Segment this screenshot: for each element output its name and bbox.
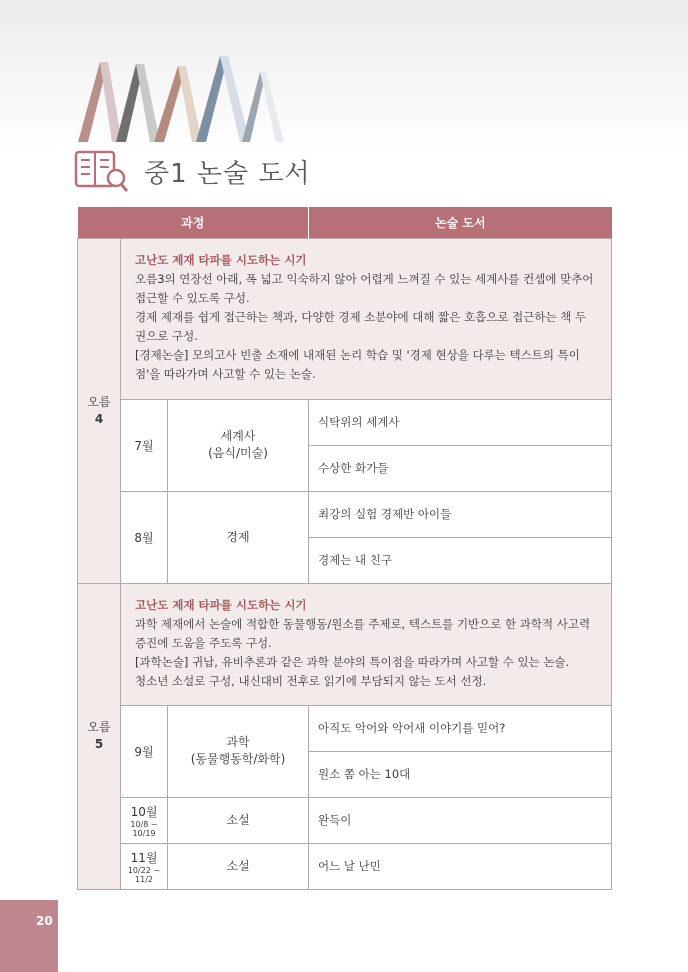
header-books: 논술 도서 xyxy=(309,207,612,238)
subject-cell xyxy=(168,843,309,889)
date-range: 10/8 ~ 10/19 xyxy=(130,819,158,838)
books-decoration-image xyxy=(78,52,288,142)
book-title: 어느 날 난민 xyxy=(309,843,612,889)
level-4-description xyxy=(121,238,612,399)
book-list-magnifier-icon xyxy=(74,148,130,194)
level-4-label xyxy=(78,238,121,583)
section-title xyxy=(74,148,311,194)
month-label: 11월 xyxy=(130,850,158,865)
subject-label: 세계사 xyxy=(220,429,256,443)
book-title: 경제는 내 친구 xyxy=(309,537,612,583)
subject-label: 과학 xyxy=(226,735,250,749)
level-4-intro-row xyxy=(78,238,612,399)
month-cell xyxy=(121,491,168,583)
level-5-description xyxy=(121,583,612,705)
intro-line: 오름3의 연장선 아래, 폭 넓고 익숙하지 않아 어렵게 느껴질 수 있는 세계사를 컨셉에 맞추어 접근할 수 있도록 구성. xyxy=(135,272,594,305)
book-title: 아직도 악어와 악어새 이야기를 믿어? xyxy=(309,705,612,751)
date-range: 10/22 ~ 11/2 xyxy=(127,865,161,884)
book-table xyxy=(77,207,612,890)
month-label: 8월 xyxy=(134,530,154,545)
table-row xyxy=(78,843,612,889)
subject-cell xyxy=(168,399,309,491)
intro-line: 청소년 소설로 구성, 내신대비 전후로 읽기에 부담되지 않는 도서 선정. xyxy=(135,673,487,688)
subject-label: 소설 xyxy=(226,812,250,827)
level-label: 오름 xyxy=(87,394,111,409)
book-title: 최강의 실험 경제반 아이들 xyxy=(309,491,612,537)
level-number: 4 xyxy=(94,411,104,426)
month-cell xyxy=(121,843,168,889)
subject-label: 경제 xyxy=(226,529,250,544)
subject-detail: (동물행동학/화학) xyxy=(190,752,286,766)
book-title: 완득이 xyxy=(309,797,612,843)
month-cell xyxy=(121,797,168,843)
book-title: 식탁위의 세계사 xyxy=(309,399,612,445)
intro-heading: 고난도 제재 타파를 시도하는 시기 xyxy=(135,253,307,267)
table-header-row xyxy=(78,207,612,238)
subject-cell xyxy=(168,491,309,583)
subject-cell xyxy=(168,705,309,797)
level-5-label xyxy=(78,583,121,889)
month-cell xyxy=(121,399,168,491)
subject-label: 소설 xyxy=(226,858,250,873)
level-number: 5 xyxy=(94,737,104,751)
subject-detail: (음식/미술) xyxy=(208,446,268,460)
month-label: 7월 xyxy=(134,438,154,453)
level-5-intro-row xyxy=(78,583,612,705)
header-course: 과정 xyxy=(78,207,309,238)
intro-line: 경제 제재를 쉽게 접근하는 책과, 다양한 경제 소분야에 대해 짧은 호흡으로 접근하는 책 두권으로 구성. xyxy=(135,310,587,343)
table-row xyxy=(78,797,612,843)
level-label: 오름 xyxy=(87,720,111,734)
page-number: 20 xyxy=(0,900,58,972)
subject-cell xyxy=(168,797,309,843)
table-row xyxy=(78,399,612,445)
table-row xyxy=(78,705,612,751)
page-title: 중1 논술 도서 xyxy=(144,158,311,189)
book-title: 원소 쫌 아는 10대 xyxy=(309,751,612,797)
table-row xyxy=(78,491,612,537)
month-cell xyxy=(121,705,168,797)
book-title: 수상한 화가들 xyxy=(309,445,612,491)
intro-line: [과학논술] 귀납, 유비추론과 같은 과학 분야의 특이점을 따라가며 사고할 수 있는 논술. xyxy=(135,654,570,669)
intro-line: [경제논술] 모의고사 빈출 소재에 내재된 논리 학습 및 '경제 현상을 다루는 텍스트의 특이점'을 따라가며 사고할 수 있는 논술. xyxy=(135,348,580,381)
intro-heading: 고난도 제재 타파를 시도하는 시기 xyxy=(135,597,307,612)
month-label: 10월 xyxy=(130,804,158,819)
month-label: 9월 xyxy=(134,744,154,759)
intro-line: 과학 제재에서 논술에 적합한 동물행동/원소를 주제로, 텍스트를 기반으로 한 과학적 사고력 증진에 도움을 주도록 구성. xyxy=(135,616,591,650)
